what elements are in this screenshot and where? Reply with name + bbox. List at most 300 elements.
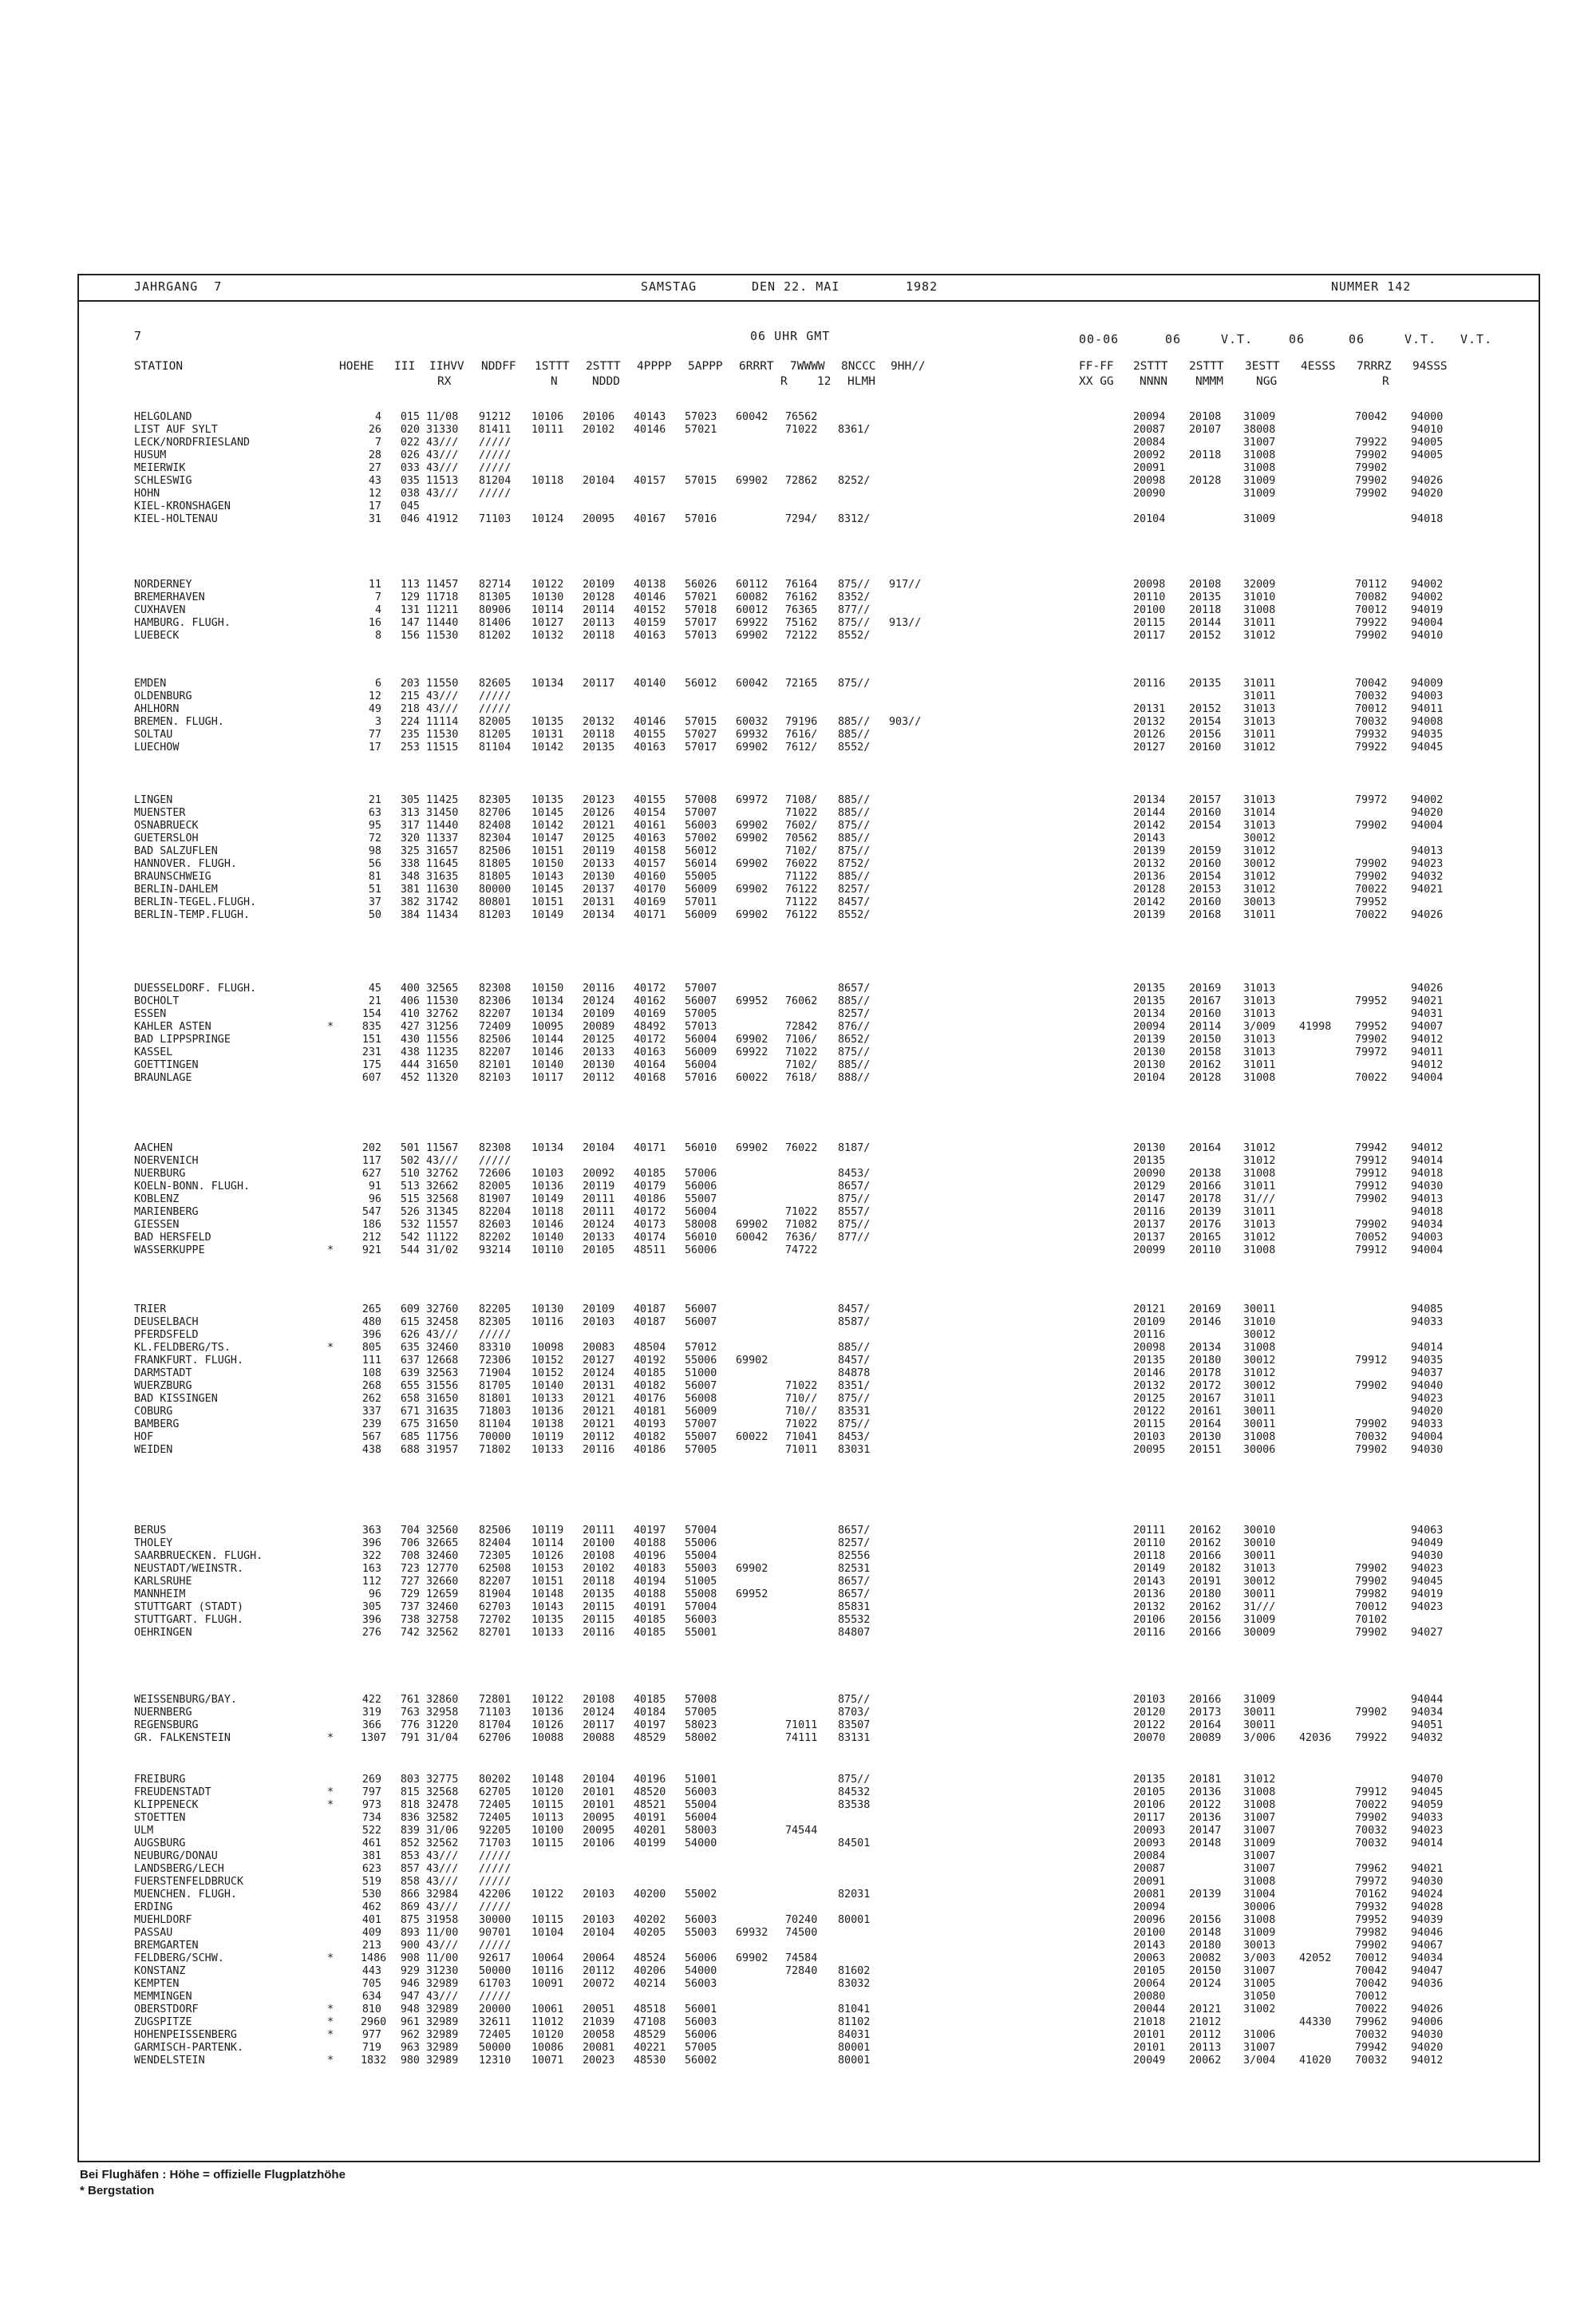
- cell-1sttt: 11012: [531, 2016, 564, 2028]
- cell-7wwww: 74500: [785, 1927, 818, 1939]
- cell-mountain-mark: *: [327, 2029, 334, 2041]
- cell-1sttt: 10116: [531, 1965, 564, 1977]
- cell-iihvv: 43///: [426, 449, 459, 461]
- table-row: [0, 1850, 1596, 1863]
- cell-7rrrz: 79902: [1355, 1707, 1388, 1719]
- cell-2sttt: 20119: [583, 1181, 615, 1193]
- cell-4pppp: 40187: [634, 1303, 666, 1315]
- cell-iihvv: 31330: [426, 424, 459, 436]
- cell-5appp: 56004: [685, 1034, 717, 1046]
- table-row: [0, 424, 1596, 437]
- cell-5appp: 51000: [685, 1367, 717, 1379]
- cell-2sttt-b: 20146: [1133, 1367, 1166, 1379]
- cell-station: MUENCHEN. FLUGH.: [134, 1889, 237, 1901]
- cell-hoehe: 16: [368, 617, 381, 629]
- cell-1sttt: 10134: [531, 678, 564, 690]
- table-row: [0, 871, 1596, 884]
- cell-94sss: 94044: [1411, 1694, 1444, 1706]
- cell-5appp: 56003: [685, 1914, 717, 1926]
- cell-4pppp: 40138: [634, 579, 666, 591]
- cell-7rrrz: 79932: [1355, 729, 1388, 741]
- cell-2sttt-b: 20090: [1133, 1168, 1166, 1180]
- cell-3estt: 31013: [1243, 794, 1276, 806]
- cell-4pppp: 40182: [634, 1380, 666, 1392]
- cell-2sttt-b: 20090: [1133, 488, 1166, 500]
- col-ff-ff: FF-FF: [1079, 360, 1114, 373]
- cell-2sttt: 21039: [583, 2016, 615, 2028]
- cell-2sttt-c: 20160: [1189, 742, 1222, 754]
- cell-iii: 803: [400, 1774, 420, 1786]
- cell-hoehe: 1832: [361, 2055, 387, 2067]
- cell-7wwww: 76562: [785, 411, 818, 423]
- station-group-4: [0, 794, 1596, 922]
- cell-hoehe: 422: [361, 1694, 381, 1706]
- cell-hoehe: 12: [368, 488, 381, 500]
- cell-8nccc: 80001: [838, 2055, 871, 2067]
- cell-2sttt: 20089: [583, 1021, 615, 1033]
- cell-2sttt: 20095: [583, 1825, 615, 1837]
- cell-2sttt-b: 20116: [1133, 678, 1166, 690]
- cell-7rrrz: 70042: [1355, 1978, 1388, 1990]
- cell-nddff: 93214: [479, 1244, 512, 1256]
- cell-hoehe: 175: [361, 1059, 381, 1071]
- cell-nddff: 82202: [479, 1232, 512, 1244]
- cell-4pppp: 40172: [634, 983, 666, 995]
- cell-station: MEIERWIK: [134, 462, 186, 474]
- cell-iii: 763: [400, 1707, 420, 1719]
- cell-2sttt: 20133: [583, 1046, 615, 1058]
- cell-1sttt: 10064: [531, 1952, 564, 1964]
- cell-iii: 852: [400, 1837, 420, 1849]
- cell-2sttt-b: 20118: [1133, 1550, 1166, 1562]
- cell-8nccc: 875//: [838, 1193, 871, 1205]
- table-row: [0, 1193, 1596, 1206]
- cell-4esss: 41020: [1299, 2055, 1332, 2067]
- cell-5appp: 57015: [685, 475, 717, 487]
- cell-7rrrz: 70042: [1355, 678, 1388, 690]
- cell-5appp: 56004: [685, 1812, 717, 1824]
- cell-hoehe: 37: [368, 896, 381, 908]
- cell-7rrrz: 79942: [1355, 1142, 1388, 1154]
- cell-iihvv: 43///: [426, 1991, 459, 2003]
- cell-iihvv: 11320: [426, 1072, 459, 1084]
- cell-4pppp: 40206: [634, 1965, 666, 1977]
- cell-2sttt: 20102: [583, 424, 615, 436]
- cell-3estt: 31008: [1243, 1072, 1276, 1084]
- cell-station: KARLSRUHE: [134, 1576, 192, 1588]
- cell-nddff: 42206: [479, 1889, 512, 1901]
- table-row: [0, 1576, 1596, 1588]
- cell-2sttt-b: 20129: [1133, 1181, 1166, 1193]
- cell-7wwww: 71011: [785, 1444, 818, 1456]
- col-7rrrz: 7RRRZ: [1357, 360, 1392, 373]
- cell-iihvv: 31657: [426, 845, 459, 857]
- cell-1sttt: 10130: [531, 591, 564, 603]
- cell-7rrrz: 70012: [1355, 604, 1388, 616]
- cell-iihvv: 41912: [426, 513, 459, 525]
- cell-1sttt: 10144: [531, 1034, 564, 1046]
- cell-iihvv: 43///: [426, 1155, 459, 1167]
- cell-7rrrz: 79952: [1355, 995, 1388, 1007]
- cell-2sttt: 20131: [583, 896, 615, 908]
- col-4esss: 4ESSS: [1301, 360, 1336, 373]
- cell-4pppp: 40188: [634, 1537, 666, 1549]
- cell-station: OLDENBURG: [134, 690, 192, 702]
- cell-station: STOETTEN: [134, 1812, 186, 1824]
- cell-3estt: 31012: [1243, 1774, 1276, 1786]
- cell-4pppp: 47108: [634, 2016, 666, 2028]
- cell-2sttt-b: 20135: [1133, 1355, 1166, 1367]
- cell-8nccc: 83538: [838, 1799, 871, 1811]
- cell-1sttt: 10115: [531, 1799, 564, 1811]
- cell-station: WASSERKUPPE: [134, 1244, 205, 1256]
- cell-2sttt: 20116: [583, 983, 615, 995]
- cell-8nccc: 8657/: [838, 1525, 871, 1537]
- cell-7wwww: 75162: [785, 617, 818, 629]
- cell-94sss: 94031: [1411, 1008, 1444, 1020]
- cell-5appp: 56007: [685, 995, 717, 1007]
- cell-5appp: 55003: [685, 1927, 717, 1939]
- cell-station: BAD LIPPSPRINGE: [134, 1034, 231, 1046]
- table-row: [0, 995, 1596, 1008]
- cell-2sttt: 20137: [583, 884, 615, 896]
- cell-station: KOBLENZ: [134, 1193, 180, 1205]
- cell-iii: 946: [400, 1978, 420, 1990]
- cell-4pppp: 40169: [634, 1008, 666, 1020]
- cell-iihvv: 11530: [426, 729, 459, 741]
- cell-6rrrt: 69902: [736, 1952, 768, 1964]
- cell-4pppp: 40163: [634, 833, 666, 844]
- cell-4esss: 44330: [1299, 2016, 1332, 2028]
- cell-iii: 320: [400, 833, 420, 844]
- cell-nddff: 81104: [479, 1418, 512, 1430]
- cell-iihvv: 12659: [426, 1588, 459, 1600]
- cell-2sttt-c: 20108: [1189, 579, 1222, 591]
- cell-2sttt-b: 20106: [1133, 1614, 1166, 1626]
- table-row: [0, 1367, 1596, 1380]
- header-rule: [77, 300, 1540, 302]
- cell-7rrrz: 79922: [1355, 617, 1388, 629]
- cell-station: TRIER: [134, 1303, 167, 1315]
- cell-hoehe: 50: [368, 909, 381, 921]
- cell-5appp: 56009: [685, 1046, 717, 1058]
- cell-4pppp: 48520: [634, 1786, 666, 1798]
- cell-94sss: 94045: [1411, 1786, 1444, 1798]
- cell-2sttt: 20132: [583, 716, 615, 728]
- table-row: [0, 1021, 1596, 1034]
- cell-5appp: 51001: [685, 1774, 717, 1786]
- subheader-right-4: 06: [1349, 332, 1365, 346]
- cell-2sttt-c: 20169: [1189, 1303, 1222, 1315]
- cell-iihvv: 32460: [426, 1550, 459, 1562]
- cell-1sttt: 10151: [531, 845, 564, 857]
- cell-hoehe: 797: [361, 1786, 381, 1798]
- cell-3estt: 31///: [1243, 1601, 1276, 1613]
- cell-2sttt-c: 20166: [1189, 1181, 1222, 1193]
- cell-1sttt: 10148: [531, 1774, 564, 1786]
- cell-iii: 400: [400, 983, 420, 995]
- cell-4pppp: 40146: [634, 424, 666, 436]
- cell-7wwww: 72165: [785, 678, 818, 690]
- cell-1sttt: 10100: [531, 1825, 564, 1837]
- cell-1sttt: 10091: [531, 1978, 564, 1990]
- cell-nddff: /////: [479, 1901, 512, 1913]
- cell-nddff: 82308: [479, 1142, 512, 1154]
- cell-nddff: 82506: [479, 1525, 512, 1537]
- cell-94sss: 94014: [1411, 1837, 1444, 1849]
- cell-iihvv: 32582: [426, 1812, 459, 1824]
- cell-2sttt: 20101: [583, 1786, 615, 1798]
- cell-2sttt: 20072: [583, 1978, 615, 1990]
- cell-iii: 947: [400, 1991, 420, 2003]
- cell-2sttt-b: 20134: [1133, 794, 1166, 806]
- cell-7rrrz: 79902: [1355, 449, 1388, 461]
- cell-2sttt-c: 20089: [1189, 1732, 1222, 1744]
- cell-hoehe: 49: [368, 703, 381, 715]
- cell-3estt: 31013: [1243, 820, 1276, 832]
- cell-2sttt: 20115: [583, 1601, 615, 1613]
- cell-hoehe: 401: [361, 1914, 381, 1926]
- cell-2sttt-c: 20121: [1189, 2003, 1222, 2015]
- cell-5appp: 57012: [685, 1342, 717, 1354]
- cell-3estt: 38008: [1243, 424, 1276, 436]
- cell-3estt: 31011: [1243, 1393, 1276, 1405]
- cell-iihvv: 43///: [426, 1329, 459, 1341]
- cell-94sss: 94007: [1411, 1021, 1444, 1033]
- cell-hoehe: 396: [361, 1537, 381, 1549]
- cell-2sttt-c: 20181: [1189, 1774, 1222, 1786]
- cell-1sttt: 10140: [531, 1059, 564, 1071]
- cell-8nccc: 81041: [838, 2003, 871, 2015]
- cell-nddff: 30000: [479, 1914, 512, 1926]
- cell-2sttt-c: 20161: [1189, 1406, 1222, 1418]
- cell-94sss: 94018: [1411, 513, 1444, 525]
- cell-2sttt-b: 20070: [1133, 1732, 1166, 1744]
- cell-2sttt: 20125: [583, 833, 615, 844]
- cell-7rrrz: 79902: [1355, 1627, 1388, 1639]
- cell-5appp: 56008: [685, 1393, 717, 1405]
- cell-7rrrz: 79952: [1355, 1021, 1388, 1033]
- cell-4pppp: 40172: [634, 1034, 666, 1046]
- cell-iii: 020: [400, 424, 420, 436]
- cell-iii: 893: [400, 1927, 420, 1939]
- cell-2sttt: 20121: [583, 1406, 615, 1418]
- cell-4pppp: 40174: [634, 1232, 666, 1244]
- cell-2sttt-b: 20049: [1133, 2055, 1166, 2067]
- cell-3estt: 31011: [1243, 729, 1276, 741]
- cell-5appp: 56003: [685, 2016, 717, 2028]
- table-row: [0, 1837, 1596, 1850]
- cell-8nccc: 885//: [838, 1342, 871, 1354]
- table-row: [0, 579, 1596, 591]
- table-row: [0, 1614, 1596, 1627]
- cell-station: KAHLER ASTEN: [134, 1021, 211, 1033]
- table-row: [0, 1329, 1596, 1342]
- cell-3estt: 30012: [1243, 833, 1276, 844]
- cell-4pppp: 40185: [634, 1168, 666, 1180]
- table-row: [0, 1940, 1596, 1952]
- cell-iii: 761: [400, 1694, 420, 1706]
- cell-station: BAD KISSINGEN: [134, 1393, 218, 1405]
- cell-nddff: 62705: [479, 1786, 512, 1798]
- cell-94sss: 94039: [1411, 1914, 1444, 1926]
- cell-6rrrt: 69902: [736, 1563, 768, 1575]
- cell-7rrrz: 79912: [1355, 1168, 1388, 1180]
- cell-2sttt: 20081: [583, 2042, 615, 2054]
- cell-station: ERDING: [134, 1901, 173, 1913]
- cell-iii: 875: [400, 1914, 420, 1926]
- cell-2sttt-c: 20154: [1189, 871, 1222, 883]
- cell-nddff: 81204: [479, 475, 512, 487]
- cell-nddff: 80906: [479, 604, 512, 616]
- cell-iihvv: 11630: [426, 884, 459, 896]
- cell-7wwww: 7108/: [785, 794, 818, 806]
- cell-2sttt: 20108: [583, 1694, 615, 1706]
- table-row: [0, 1927, 1596, 1940]
- cell-5appp: 56007: [685, 1303, 717, 1315]
- cell-iihvv: 32662: [426, 1181, 459, 1193]
- cell-2sttt: 20113: [583, 617, 615, 629]
- table-row: [0, 884, 1596, 896]
- cell-3estt: 31007: [1243, 1812, 1276, 1824]
- cell-iii: 305: [400, 794, 420, 806]
- cell-6rrrt: 69902: [736, 833, 768, 844]
- cell-5appp: 57017: [685, 617, 717, 629]
- cell-nddff: 72405: [479, 1812, 512, 1824]
- cell-1sttt: 10119: [531, 1525, 564, 1537]
- cell-94sss: 94012: [1411, 2055, 1444, 2067]
- cell-5appp: 55007: [685, 1431, 717, 1443]
- cell-iii: 253: [400, 742, 420, 754]
- cell-hoehe: 11: [368, 579, 381, 591]
- cell-4pppp: 40159: [634, 617, 666, 629]
- cell-8nccc: 8457/: [838, 1355, 871, 1367]
- cell-5appp: 57005: [685, 1008, 717, 1020]
- table-row: [0, 1219, 1596, 1232]
- cell-1sttt: 10118: [531, 475, 564, 487]
- cell-2sttt-c: 20112: [1189, 2029, 1222, 2041]
- cell-iihvv: 32665: [426, 1537, 459, 1549]
- cell-5appp: 57004: [685, 1601, 717, 1613]
- cell-station: CUXHAVEN: [134, 604, 186, 616]
- cell-3estt: 31013: [1243, 1008, 1276, 1020]
- cell-nddff: 81801: [479, 1393, 512, 1405]
- cell-7wwww: 7106/: [785, 1034, 818, 1046]
- cell-94sss: 94035: [1411, 729, 1444, 741]
- cell-7wwww: 71011: [785, 1719, 818, 1731]
- cell-hoehe: 547: [361, 1206, 381, 1218]
- cell-3estt: 31012: [1243, 742, 1276, 754]
- table-row: [0, 1181, 1596, 1193]
- cell-5appp: 56009: [685, 1406, 717, 1418]
- cell-4pppp: 40167: [634, 513, 666, 525]
- cell-station: MUEHLDORF: [134, 1914, 192, 1926]
- cell-5appp: 55003: [685, 1563, 717, 1575]
- cell-2sttt: 20124: [583, 1707, 615, 1719]
- cell-nddff: 72405: [479, 1799, 512, 1811]
- cell-2sttt-c: 20148: [1189, 1837, 1222, 1849]
- cell-2sttt-c: 20128: [1189, 475, 1222, 487]
- col2-nnnn: NNNN: [1140, 375, 1167, 388]
- cell-1sttt: 10151: [531, 896, 564, 908]
- cell-hoehe: 438: [361, 1444, 381, 1456]
- cell-7wwww: 72840: [785, 1965, 818, 1977]
- cell-94sss: 94032: [1411, 1732, 1444, 1744]
- cell-5appp: 58008: [685, 1219, 717, 1231]
- cell-5appp: 57023: [685, 411, 717, 423]
- cell-3estt: 31013: [1243, 983, 1276, 995]
- cell-station: ESSEN: [134, 1008, 167, 1020]
- cell-nddff: /////: [479, 690, 512, 702]
- cell-7wwww: 76022: [785, 1142, 818, 1154]
- cell-iii: 658: [400, 1393, 420, 1405]
- cell-7rrrz: 79962: [1355, 2016, 1388, 2028]
- cell-2sttt-b: 20121: [1133, 1303, 1166, 1315]
- cell-iihvv: 31/02: [426, 1244, 459, 1256]
- cell-1sttt: 10151: [531, 1576, 564, 1588]
- cell-1sttt: 10142: [531, 820, 564, 832]
- cell-hoehe: 607: [361, 1072, 381, 1084]
- cell-6rrrt: 69902: [736, 742, 768, 754]
- cell-8nccc: 885//: [838, 807, 871, 819]
- cell-3estt: 31011: [1243, 690, 1276, 702]
- cell-station: HAMBURG. FLUGH.: [134, 617, 231, 629]
- col2-r: R: [780, 375, 788, 388]
- cell-3estt: 31008: [1243, 462, 1276, 474]
- cell-2sttt-b: 20135: [1133, 1155, 1166, 1167]
- cell-2sttt-b: 20095: [1133, 1444, 1166, 1456]
- cell-2sttt-c: 20135: [1189, 678, 1222, 690]
- cell-5appp: 57004: [685, 1525, 717, 1537]
- cell-2sttt: 20118: [583, 630, 615, 642]
- cell-1sttt: 10138: [531, 1418, 564, 1430]
- cell-station: HUSUM: [134, 449, 167, 461]
- cell-iii: 427: [400, 1021, 420, 1033]
- cell-iihvv: 43///: [426, 1901, 459, 1913]
- cell-5appp: 56012: [685, 845, 717, 857]
- cell-8nccc: 8252/: [838, 475, 871, 487]
- cell-3estt: 30011: [1243, 1406, 1276, 1418]
- cell-4pppp: 40171: [634, 1142, 666, 1154]
- cell-hoehe: 2960: [361, 2016, 387, 2028]
- cell-iihvv: 31/04: [426, 1732, 459, 1744]
- cell-7rrrz: 79902: [1355, 858, 1388, 870]
- cell-2sttt-c: 20122: [1189, 1799, 1222, 1811]
- cell-94sss: 94023: [1411, 1825, 1444, 1837]
- cell-hoehe: 21: [368, 794, 381, 806]
- cell-2sttt: 20103: [583, 1316, 615, 1328]
- cell-7wwww: 74722: [785, 1244, 818, 1256]
- cell-station: GUETERSLOH: [134, 833, 199, 844]
- cell-2sttt-c: 20128: [1189, 1072, 1222, 1084]
- cell-2sttt-c: 20166: [1189, 1694, 1222, 1706]
- cell-7rrrz: 79922: [1355, 742, 1388, 754]
- cell-2sttt-b: 20109: [1133, 1316, 1166, 1328]
- cell-1sttt: 10143: [531, 871, 564, 883]
- cell-station: HOHN: [134, 488, 160, 500]
- cell-2sttt-b: 20115: [1133, 1418, 1166, 1430]
- cell-94sss: 94033: [1411, 1812, 1444, 1824]
- cell-2sttt-c: 20191: [1189, 1576, 1222, 1588]
- cell-3estt: 31012: [1243, 630, 1276, 642]
- cell-3estt: 31008: [1243, 1786, 1276, 1798]
- cell-iihvv: 32775: [426, 1774, 459, 1786]
- cell-hoehe: 12: [368, 690, 381, 702]
- cell-7wwww: 71022: [785, 1046, 818, 1058]
- cell-8nccc: 875//: [838, 678, 871, 690]
- cell-2sttt: 20125: [583, 1034, 615, 1046]
- cell-5appp: 57007: [685, 1418, 717, 1430]
